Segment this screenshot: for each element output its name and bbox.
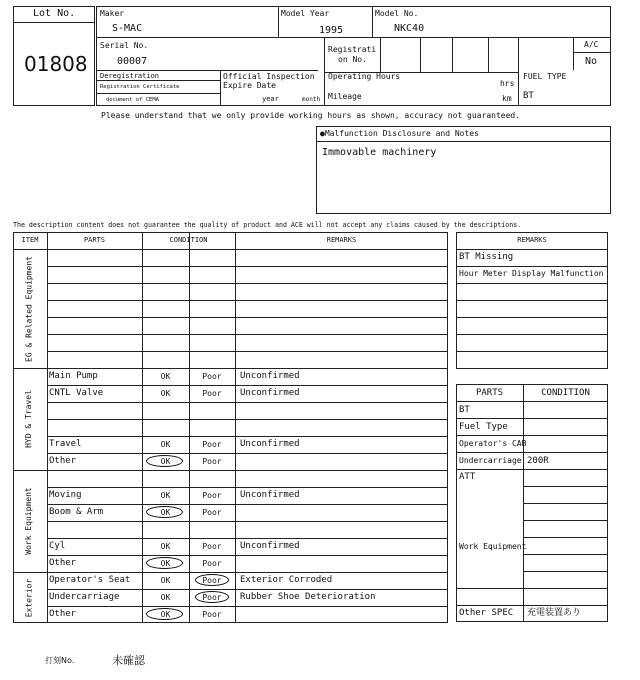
table-row (47, 419, 448, 436)
condition-ok[interactable]: OK (160, 610, 171, 619)
part-name: Other (49, 609, 77, 619)
other-spec-value: 充電装置あり (527, 608, 582, 618)
lot-number: 01808 (24, 52, 88, 76)
maker-value: S-MAC (112, 23, 143, 34)
part-name: Operator's Seat (49, 575, 131, 585)
section-label: HYD & Travel (24, 390, 33, 448)
serial-value: 00007 (117, 56, 148, 67)
malfunction-box (316, 126, 611, 214)
part-name: Cyl (49, 541, 66, 551)
remark-text: Exterior Corroded (240, 575, 333, 585)
maker-label: Maker (100, 9, 125, 18)
condition-ok[interactable]: OK (160, 508, 171, 517)
condition-poor[interactable]: Poor (202, 508, 222, 517)
stamp-value: 未確認 (112, 654, 145, 667)
registration-label-2: on No. (338, 55, 367, 64)
other-spec-label: Other SPEC (459, 608, 514, 618)
condition-poor[interactable]: Poor (202, 389, 222, 398)
header-parts: PARTS (83, 236, 106, 244)
table-row (47, 317, 448, 334)
table-row (47, 470, 448, 487)
work-equipment-label: Work Equipment (459, 542, 527, 551)
dereg-cert-label: Registration Certificate (100, 84, 180, 90)
stamp-label: 打刻No. (45, 656, 75, 665)
condition-poor[interactable]: Poor (202, 559, 222, 568)
dereg-doc-label: document of CEMA (106, 97, 159, 103)
condition-poor[interactable]: Poor (202, 610, 222, 619)
condition-ok[interactable]: OK (160, 559, 171, 568)
right-parts-header: PARTS (475, 388, 504, 398)
table-row (47, 504, 448, 521)
registration-label-1: Registrati (328, 45, 377, 54)
malfunction-title: ●Malfunction Disclosure and Notes (320, 129, 479, 138)
remark-text: Unconfirmed (240, 541, 300, 551)
mileage-label: Mileage (328, 92, 362, 101)
hrs-label: hrs (500, 79, 515, 88)
table-row (47, 249, 448, 266)
remark-text: Unconfirmed (240, 371, 300, 381)
selected-poor-circle (195, 591, 229, 603)
condition-poor[interactable]: Poor (202, 457, 222, 466)
selected-ok-circle (146, 455, 183, 467)
table-row (47, 453, 448, 470)
table-row (47, 351, 448, 368)
remark-text: Unconfirmed (240, 388, 300, 398)
disclaimer-text: The description content does not guarantee the quality of product and ACE will not accept any claims caused by the descriptions. (13, 221, 522, 229)
condition-poor[interactable]: Poor (202, 542, 222, 551)
condition-ok[interactable]: OK (160, 372, 171, 381)
part-name: Travel (49, 439, 82, 449)
malfunction-body: Immovable machinery (322, 147, 437, 158)
part-name: Boom & Arm (49, 507, 104, 517)
year-label: year (262, 95, 279, 103)
table-row (47, 521, 448, 538)
condition-ok[interactable]: OK (160, 457, 171, 466)
fuel-type-value: BT (523, 91, 534, 101)
condition-ok[interactable]: OK (160, 576, 171, 585)
header-item: ITEM (21, 236, 39, 244)
section-label: Work Equipment (24, 487, 33, 555)
right-remarks-header: REMARKS (517, 236, 547, 244)
part-name: Moving (49, 490, 82, 500)
att-label: ATT (459, 472, 476, 482)
right-remark-item: Hour Meter Display Malfunction (459, 269, 604, 278)
condition-poor[interactable]: Poor (202, 372, 222, 381)
hours-notice: Please understand that we only provide working hours as shown, accuracy not guaranteed. (101, 111, 521, 120)
selected-ok-circle (146, 557, 183, 569)
deregistration-label: Deregistration (100, 72, 160, 80)
model-year-label: Model Year (281, 9, 330, 18)
bt-label: BT (459, 405, 470, 415)
condition-poor[interactable]: Poor (202, 593, 222, 602)
table-row (47, 283, 448, 300)
table-row (47, 606, 448, 623)
right-condition-header: CONDITION (541, 388, 590, 398)
inspection-label-1: Official Inspection (223, 72, 315, 81)
fuel-type-label: FUEL TYPE (523, 72, 567, 81)
condition-ok[interactable]: OK (160, 389, 171, 398)
right-remark-item: BT Missing (459, 252, 514, 262)
condition-ok[interactable]: OK (160, 593, 171, 602)
condition-ok[interactable]: OK (160, 440, 171, 449)
part-name: Undercarriage (49, 592, 120, 602)
lot-label: Lot No. (33, 8, 76, 19)
table-row (47, 555, 448, 572)
fuel-type-row-label: Fuel Type (459, 422, 508, 432)
table-row (47, 334, 448, 351)
condition-ok[interactable]: OK (160, 491, 171, 500)
month-label: month (302, 96, 321, 103)
section-label: EG & Related Equipment (24, 255, 33, 362)
header-condition: CONDITION (169, 236, 208, 244)
ac-label: A/C (584, 40, 599, 49)
table-row (47, 300, 448, 317)
table-row (47, 266, 448, 283)
condition-poor[interactable]: Poor (202, 491, 222, 500)
model-year-value: 1995 (319, 25, 344, 36)
undercarriage-value: 200R (527, 456, 549, 466)
condition-poor[interactable]: Poor (202, 440, 222, 449)
part-name: Other (49, 558, 77, 568)
part-name: Main Pump (49, 371, 98, 381)
condition-ok[interactable]: OK (160, 542, 171, 551)
remark-text: Unconfirmed (240, 439, 300, 449)
model-no-label: Model No. (375, 9, 419, 18)
ac-value: No (585, 56, 598, 67)
inspection-label-2: Expire Date (223, 81, 276, 90)
undercarriage-label: Undercarriage (459, 456, 522, 465)
table-row (47, 402, 448, 419)
selected-poor-circle (195, 574, 229, 586)
section-label: Exterior (24, 578, 33, 617)
condition-poor[interactable]: Poor (202, 576, 222, 585)
model-no-value: NKC40 (394, 23, 425, 34)
remark-text: Rubber Shoe Deterioration (240, 592, 376, 602)
operating-hours-label: Operating Hours (328, 72, 401, 81)
part-name: Other (49, 456, 77, 466)
serial-label: Serial No. (100, 41, 149, 50)
header-remarks: REMARKS (326, 236, 357, 244)
part-name: CNTL Valve (49, 388, 104, 398)
selected-ok-circle (146, 608, 183, 620)
remark-text: Unconfirmed (240, 490, 300, 500)
km-label: km (502, 94, 512, 103)
operator-cab-label: Operator's CAB (459, 439, 527, 448)
selected-ok-circle (146, 506, 183, 518)
